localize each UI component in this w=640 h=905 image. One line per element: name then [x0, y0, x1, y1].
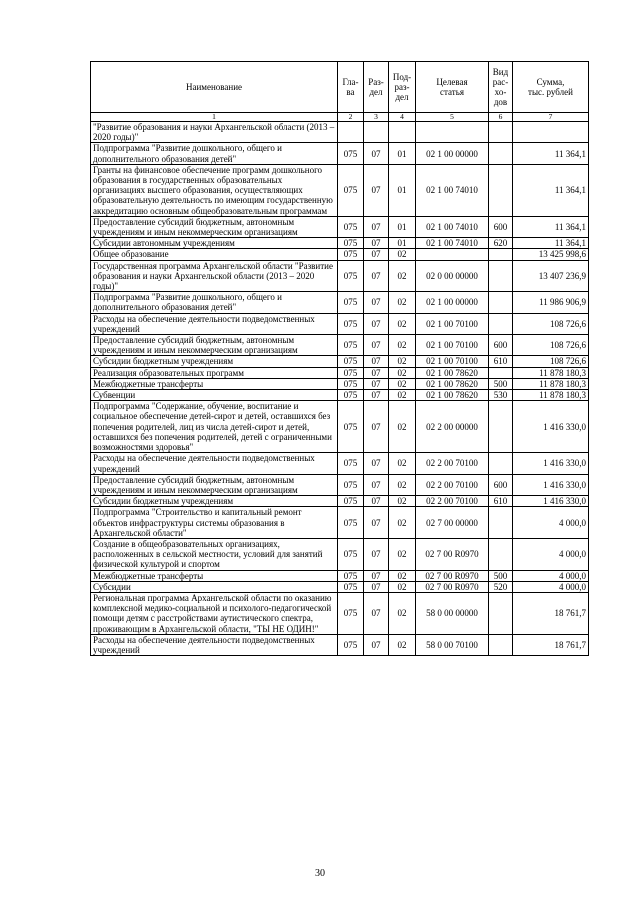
podrazdel-cell: [389, 122, 416, 143]
podrazdel-cell: 02: [389, 249, 416, 260]
razdel-cell: 07: [364, 238, 389, 249]
podrazdel-cell: 02: [389, 453, 416, 474]
sum-cell: 13 407 236,9: [513, 260, 589, 292]
sum-cell: 108 726,6: [513, 356, 589, 367]
column-number: 7: [513, 113, 589, 122]
expense-type-cell: [489, 249, 513, 260]
target-article-cell: 02 7 00 R0970: [416, 581, 489, 592]
row-name-cell: Региональная программа Архангельской области по оказанию комплексной медико-социальной и психолого-педагогической помощи детям с расстройствами аутистического спектра, проживающим в Архангельской области, "ТЫ НЕ ОДИН!": [91, 592, 338, 634]
table-row: [91, 401, 589, 453]
glava-cell: 075: [338, 474, 364, 495]
glava-cell: 075: [338, 378, 364, 389]
podrazdel-cell: 02: [389, 401, 416, 453]
row-name-cell: "Развитие образования и науки Архангельской области (2013 – 2020 годы)": [91, 122, 338, 143]
expense-type-cell: [489, 143, 513, 164]
target-article-cell: 02 2 00 00000: [416, 401, 489, 453]
row-name-cell: Подпрограмма "Строительство и капитальный ремонт объектов инфраструктуры системы образования в Архангельской области": [91, 507, 338, 539]
table-row: [91, 143, 589, 164]
glava-cell: 075: [338, 356, 364, 367]
target-article-cell: 02 1 00 74010: [416, 164, 489, 216]
target-article-cell: [416, 122, 489, 143]
razdel-cell: 07: [364, 249, 389, 260]
podrazdel-cell: 01: [389, 164, 416, 216]
target-article-cell: 02 7 00 R0970: [416, 570, 489, 581]
target-article-cell: 02 1 00 78620: [416, 390, 489, 401]
expense-type-cell: 600: [489, 216, 513, 237]
table-row: [91, 313, 589, 334]
target-article-cell: 02 0 00 00000: [416, 260, 489, 292]
sum-cell: 4 000,0: [513, 581, 589, 592]
page-number: 30: [315, 868, 325, 879]
sum-cell: 1 416 330,0: [513, 496, 589, 507]
column-number: 5: [416, 113, 489, 122]
razdel-cell: 07: [364, 260, 389, 292]
sum-cell: 4 000,0: [513, 507, 589, 539]
header-glava: Гла- ва: [338, 62, 364, 113]
sum-cell: 1 416 330,0: [513, 474, 589, 495]
razdel-cell: 07: [364, 164, 389, 216]
target-article-cell: 02 1 00 70100: [416, 313, 489, 334]
sum-cell: 11 878 180,3: [513, 390, 589, 401]
table-row: [91, 292, 589, 313]
sum-cell: [513, 122, 589, 143]
podrazdel-cell: 02: [389, 356, 416, 367]
expense-type-cell: [489, 634, 513, 655]
table-row: [91, 390, 589, 401]
expense-type-cell: [489, 367, 513, 378]
expense-type-cell: 520: [489, 581, 513, 592]
glava-cell: 075: [338, 401, 364, 453]
target-article-cell: 02 2 00 70100: [416, 453, 489, 474]
table-row: [91, 378, 589, 389]
row-name-cell: Подпрограмма "Развитие дошкольного, общего и дополнительного образования детей": [91, 292, 338, 313]
glava-cell: 075: [338, 570, 364, 581]
expense-type-cell: 610: [489, 356, 513, 367]
sum-cell: 108 726,6: [513, 335, 589, 356]
razdel-cell: 07: [364, 313, 389, 334]
table-row: [91, 260, 589, 292]
glava-cell: [338, 122, 364, 143]
podrazdel-cell: 02: [389, 335, 416, 356]
razdel-cell: 07: [364, 453, 389, 474]
column-number: 4: [389, 113, 416, 122]
glava-cell: 075: [338, 143, 364, 164]
row-name-cell: Расходы на обеспечение деятельности подведомственных учреждений: [91, 313, 338, 334]
target-article-cell: 02 1 00 00000: [416, 292, 489, 313]
sum-cell: 4 000,0: [513, 538, 589, 570]
razdel-cell: 07: [364, 356, 389, 367]
table-row: [91, 335, 589, 356]
glava-cell: 075: [338, 538, 364, 570]
podrazdel-cell: 02: [389, 570, 416, 581]
glava-cell: 075: [338, 496, 364, 507]
sum-cell: 13 425 998,6: [513, 249, 589, 260]
sum-cell: 11 364,1: [513, 143, 589, 164]
row-name-cell: Государственная программа Архангельской области "Развитие образования и науки Архангельской области (2013 – 2020 годы)": [91, 260, 338, 292]
row-name-cell: Предоставление субсидий бюджетным, автономным учреждениям и иным некоммерческим организациям: [91, 474, 338, 495]
table-row: [91, 592, 589, 634]
razdel-cell: 07: [364, 507, 389, 539]
row-name-cell: Подпрограмма "Развитие дошкольного, общего и дополнительного образования детей": [91, 143, 338, 164]
table-body: [91, 122, 589, 656]
glava-cell: 075: [338, 507, 364, 539]
table-row: [91, 507, 589, 539]
razdel-cell: 07: [364, 390, 389, 401]
expense-type-cell: 620: [489, 238, 513, 249]
table-row: [91, 356, 589, 367]
razdel-cell: 07: [364, 401, 389, 453]
column-number: 1: [91, 113, 338, 122]
row-name-cell: Субсидии: [91, 581, 338, 592]
expense-type-cell: [489, 292, 513, 313]
target-article-cell: 02 1 00 70100: [416, 335, 489, 356]
row-name-cell: Гранты на финансовое обеспечение программ дошкольного образования в государственных образовательных организациях высшего образования, осуществляющих образовательную деятельность по имеющим государственную аккредитацию основным общеобразовательным программам: [91, 164, 338, 216]
column-number: 6: [489, 113, 513, 122]
row-name-cell: Межбюджетные трансферты: [91, 378, 338, 389]
row-name-cell: Субсидии автономным учреждениям: [91, 238, 338, 249]
sum-cell: 11 364,1: [513, 164, 589, 216]
razdel-cell: 07: [364, 335, 389, 356]
expense-type-cell: [489, 453, 513, 474]
target-article-cell: 02 1 00 74010: [416, 216, 489, 237]
table-row: [91, 581, 589, 592]
header-sum: Сумма, тыс. рублей: [513, 62, 589, 113]
table-row: [91, 453, 589, 474]
target-article-cell: 02 1 00 00000: [416, 143, 489, 164]
column-number-row: [91, 113, 589, 122]
target-article-cell: 02 7 00 R0970: [416, 538, 489, 570]
target-article-cell: 58 0 00 00000: [416, 592, 489, 634]
budget-table: [90, 61, 589, 656]
target-article-cell: 02 7 00 00000: [416, 507, 489, 539]
podrazdel-cell: 02: [389, 390, 416, 401]
expense-type-cell: 500: [489, 378, 513, 389]
glava-cell: 075: [338, 634, 364, 655]
table-row: [91, 238, 589, 249]
glava-cell: 075: [338, 335, 364, 356]
glava-cell: 075: [338, 249, 364, 260]
row-name-cell: Субвенции: [91, 390, 338, 401]
podrazdel-cell: 02: [389, 367, 416, 378]
table-row: [91, 570, 589, 581]
podrazdel-cell: 02: [389, 634, 416, 655]
table-row: [91, 634, 589, 655]
glava-cell: 075: [338, 292, 364, 313]
target-article-cell: 02 1 00 70100: [416, 356, 489, 367]
razdel-cell: [364, 122, 389, 143]
expense-type-cell: [489, 538, 513, 570]
expense-type-cell: [489, 164, 513, 216]
table-row: [91, 367, 589, 378]
razdel-cell: 07: [364, 570, 389, 581]
expense-type-cell: 610: [489, 496, 513, 507]
glava-cell: 075: [338, 164, 364, 216]
razdel-cell: 07: [364, 367, 389, 378]
target-article-cell: 02 2 00 70100: [416, 474, 489, 495]
podrazdel-cell: 02: [389, 507, 416, 539]
razdel-cell: 07: [364, 538, 389, 570]
table-row: [91, 122, 589, 143]
razdel-cell: 07: [364, 292, 389, 313]
table-row: [91, 164, 589, 216]
expense-type-cell: [489, 507, 513, 539]
razdel-cell: 07: [364, 592, 389, 634]
razdel-cell: 07: [364, 496, 389, 507]
razdel-cell: 07: [364, 378, 389, 389]
podrazdel-cell: 01: [389, 143, 416, 164]
target-article-cell: 02 1 00 74010: [416, 238, 489, 249]
sum-cell: 11 986 906,9: [513, 292, 589, 313]
row-name-cell: Субсидии бюджетным учреждениям: [91, 496, 338, 507]
razdel-cell: 07: [364, 581, 389, 592]
table-row: [91, 496, 589, 507]
sum-cell: 108 726,6: [513, 313, 589, 334]
podrazdel-cell: 02: [389, 592, 416, 634]
expense-type-cell: [489, 401, 513, 453]
glava-cell: 075: [338, 453, 364, 474]
razdel-cell: 07: [364, 474, 389, 495]
target-article-cell: 02 1 00 78620: [416, 367, 489, 378]
glava-cell: 075: [338, 390, 364, 401]
target-article-cell: 02 2 00 70100: [416, 496, 489, 507]
sum-cell: 11 878 180,3: [513, 378, 589, 389]
row-name-cell: Подпрограмма "Содержание, обучение, воспитание и социальное обеспечение детей-сирот и детей, оставшихся без попечения родителей, лиц из числа детей-сирот и детей, оставшихся без попечения родителей, детей с ограниченными возможностями здоровья": [91, 401, 338, 453]
glava-cell: 075: [338, 592, 364, 634]
target-article-cell: [416, 249, 489, 260]
target-article-cell: 58 0 00 70100: [416, 634, 489, 655]
podrazdel-cell: 02: [389, 378, 416, 389]
column-number: 3: [364, 113, 389, 122]
row-name-cell: Субсидии бюджетным учреждениям: [91, 356, 338, 367]
expense-type-cell: 600: [489, 335, 513, 356]
podrazdel-cell: 02: [389, 474, 416, 495]
sum-cell: 1 416 330,0: [513, 401, 589, 453]
podrazdel-cell: 02: [389, 313, 416, 334]
row-name-cell: Предоставление субсидий бюджетным, автономным учреждениям и иным некоммерческим организациям: [91, 335, 338, 356]
header-podrazdel: Под- раз- дел: [389, 62, 416, 113]
table-row: [91, 538, 589, 570]
row-name-cell: Реализация образовательных программ: [91, 367, 338, 378]
razdel-cell: 07: [364, 216, 389, 237]
podrazdel-cell: 02: [389, 496, 416, 507]
sum-cell: 11 364,1: [513, 216, 589, 237]
row-name-cell: Расходы на обеспечение деятельности подведомственных учреждений: [91, 634, 338, 655]
podrazdel-cell: 02: [389, 538, 416, 570]
sum-cell: 18 761,7: [513, 592, 589, 634]
table-row: [91, 474, 589, 495]
expense-type-cell: [489, 122, 513, 143]
table-row: [91, 249, 589, 260]
expense-type-cell: 530: [489, 390, 513, 401]
razdel-cell: 07: [364, 634, 389, 655]
podrazdel-cell: 01: [389, 216, 416, 237]
sum-cell: 11 878 180,3: [513, 367, 589, 378]
sum-cell: 4 000,0: [513, 570, 589, 581]
sum-cell: 1 416 330,0: [513, 453, 589, 474]
header-expense-type: Вид рас- хо- дов: [489, 62, 513, 113]
header-target-article: Целевая статья: [416, 62, 489, 113]
row-name-cell: Общее образование: [91, 249, 338, 260]
header-name: Наименование: [91, 62, 338, 113]
expense-type-cell: [489, 260, 513, 292]
glava-cell: 075: [338, 238, 364, 249]
table-row: [91, 216, 589, 237]
glava-cell: 075: [338, 216, 364, 237]
row-name-cell: Расходы на обеспечение деятельности подведомственных учреждений: [91, 453, 338, 474]
podrazdel-cell: 02: [389, 581, 416, 592]
row-name-cell: Создание в общеобразовательных организациях, расположенных в сельской местности, условий для занятий физической культурой и спортом: [91, 538, 338, 570]
expense-type-cell: [489, 313, 513, 334]
expense-type-cell: [489, 592, 513, 634]
podrazdel-cell: 02: [389, 292, 416, 313]
glava-cell: 075: [338, 367, 364, 378]
expense-type-cell: 500: [489, 570, 513, 581]
column-number: 2: [338, 113, 364, 122]
podrazdel-cell: 01: [389, 238, 416, 249]
expense-type-cell: 600: [489, 474, 513, 495]
glava-cell: 075: [338, 313, 364, 334]
sum-cell: 18 761,7: [513, 634, 589, 655]
target-article-cell: 02 1 00 78620: [416, 378, 489, 389]
sum-cell: 11 364,1: [513, 238, 589, 249]
razdel-cell: 07: [364, 143, 389, 164]
podrazdel-cell: 02: [389, 260, 416, 292]
header-razdel: Раз- дел: [364, 62, 389, 113]
row-name-cell: Предоставление субсидий бюджетным, автономным учреждениям и иным некоммерческим организациям: [91, 216, 338, 237]
row-name-cell: Межбюджетные трансферты: [91, 570, 338, 581]
glava-cell: 075: [338, 581, 364, 592]
glava-cell: 075: [338, 260, 364, 292]
